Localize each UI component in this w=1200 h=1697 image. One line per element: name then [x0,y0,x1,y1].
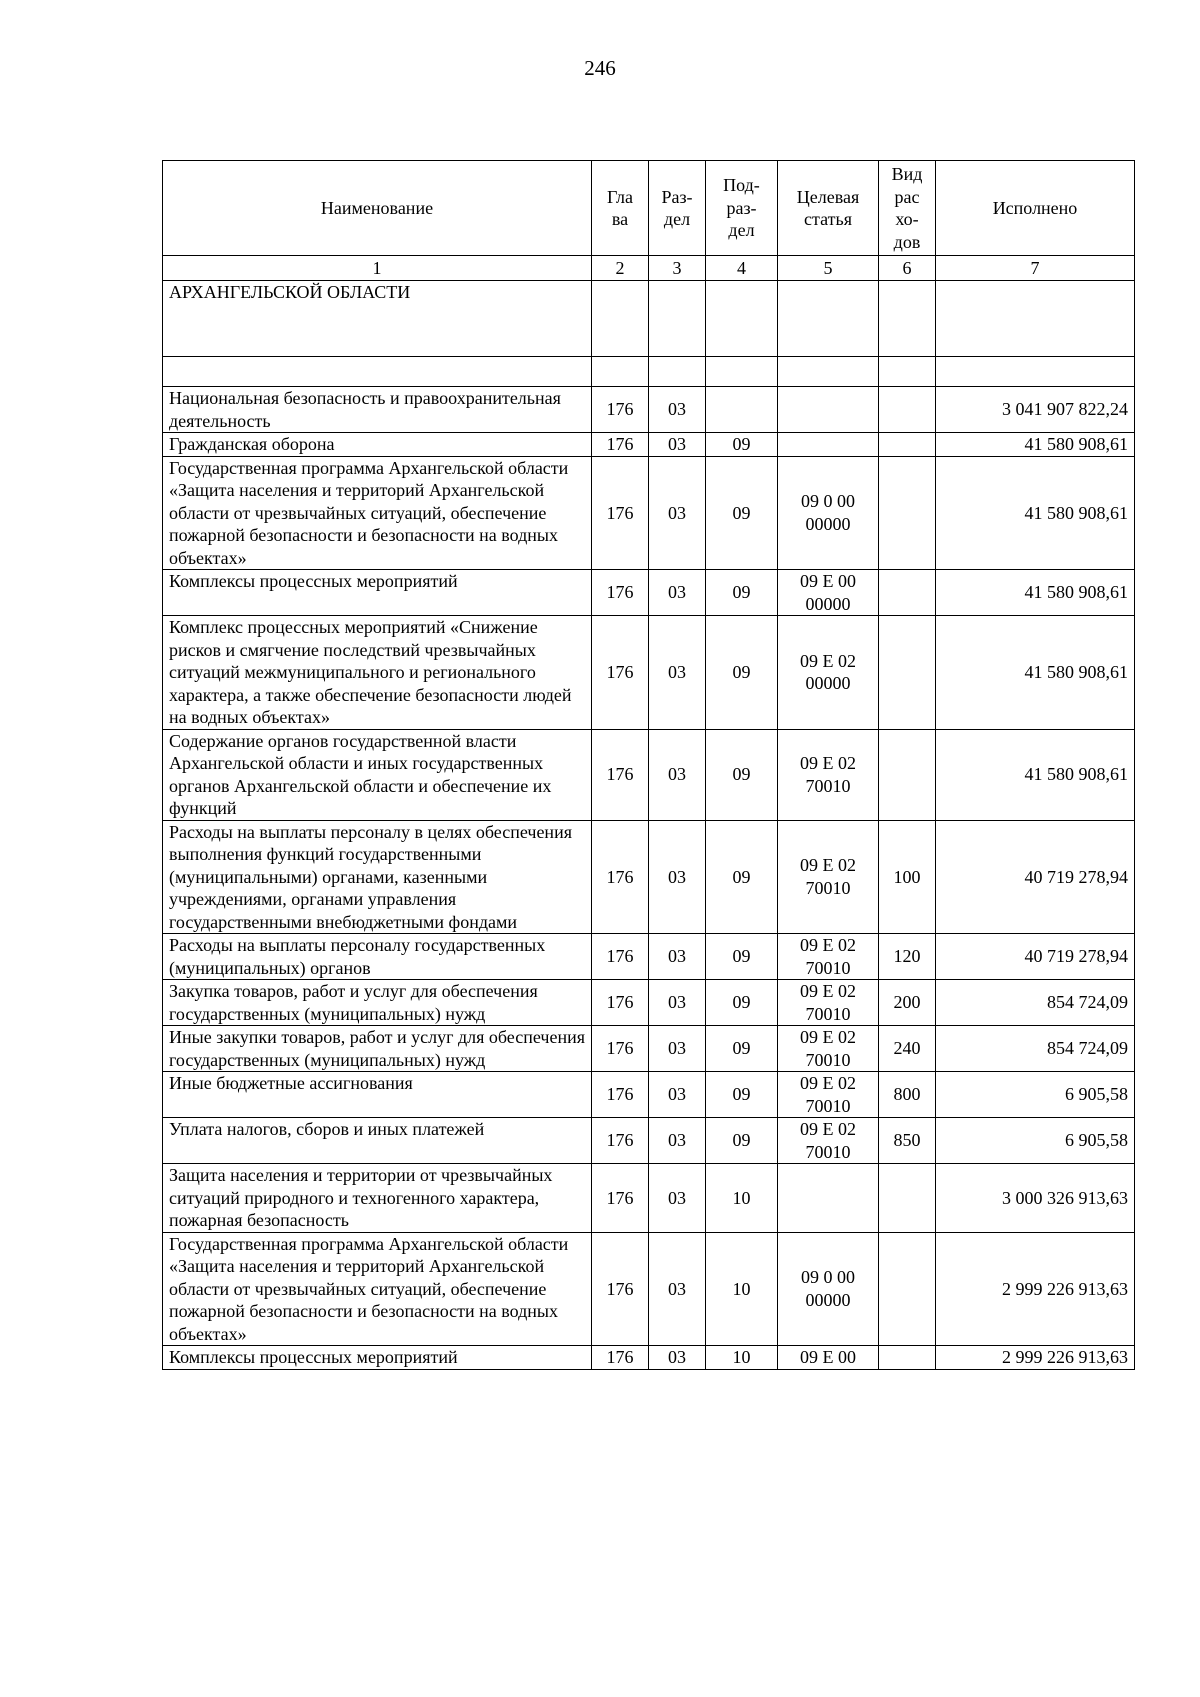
row-podrazdel: 09 [706,1118,778,1164]
column-number: 2 [592,256,649,281]
row-glava: 176 [592,820,649,934]
row-name: Иные бюджетные ассигнования [163,1072,592,1118]
row-statya: 09 Е 02 70010 [778,1118,879,1164]
row-vid [879,1232,936,1346]
table-row [163,387,1135,433]
header-glava: Гла ва [592,161,649,256]
row-podrazdel: 09 [706,456,778,570]
row-statya: 09 Е 02 70010 [778,980,879,1026]
row-razdel: 03 [649,1346,706,1370]
table-row [163,616,1135,730]
row-statya [778,433,879,457]
table-row [163,1072,1135,1118]
row-vid [879,1346,936,1370]
row-razdel: 03 [649,934,706,980]
row-podrazdel: 10 [706,1346,778,1370]
row-ispolneno: 41 580 908,61 [936,456,1135,570]
header-razdel: Раз- дел [649,161,706,256]
row-razdel: 03 [649,1164,706,1233]
row-name: Защита населения и территории от чрезвычайных ситуаций природного и техногенного характера, пожарная безопасность [163,1164,592,1233]
row-name: Национальная безопасность и правоохранительная деятельность [163,387,592,433]
table-body [163,281,1135,1370]
row-statya: 09 Е 02 70010 [778,934,879,980]
row-name: Иные закупки товаров, работ и услуг для обеспечения государственных (муниципальных) нужд [163,1026,592,1072]
row-vid [879,729,936,820]
row-ispolneno: 6 905,58 [936,1118,1135,1164]
row-podrazdel: 09 [706,570,778,616]
row-podrazdel: 09 [706,980,778,1026]
header-vid: Вид рас хо- дов [879,161,936,256]
row-ispolneno: 6 905,58 [936,1072,1135,1118]
row-ispolneno: 41 580 908,61 [936,729,1135,820]
row-podrazdel: 09 [706,1072,778,1118]
row-vid [879,1164,936,1233]
row-vid [879,433,936,457]
table-row [163,1118,1135,1164]
row-razdel: 03 [649,1118,706,1164]
row-vid: 200 [879,980,936,1026]
row-razdel: 03 [649,820,706,934]
column-number: 5 [778,256,879,281]
row-razdel: 03 [649,570,706,616]
row-ispolneno: 41 580 908,61 [936,570,1135,616]
row-name: Комплексы процессных мероприятий [163,570,592,616]
row-glava: 176 [592,1026,649,1072]
row-name: Расходы на выплаты персоналу в целях обеспечения выполнения функций государственными (муниципальными) органами, казенными учреждениями, органами управления государственными внебюджетными фондами [163,820,592,934]
row-podrazdel: 09 [706,616,778,730]
row-name: Расходы на выплаты персоналу государственных (муниципальных) органов [163,934,592,980]
table-row [163,934,1135,980]
table-row [163,1026,1135,1072]
column-number: 6 [879,256,936,281]
table-row [163,820,1135,934]
row-statya: 09 Е 02 70010 [778,1072,879,1118]
row-statya: 09 Е 00 [778,1346,879,1370]
row-podrazdel: 10 [706,1164,778,1233]
row-vid: 120 [879,934,936,980]
table-row [163,570,1135,616]
row-razdel: 03 [649,387,706,433]
section-title-row [163,281,1135,357]
header-ispolneno: Исполнено [936,161,1135,256]
row-statya: 09 Е 00 00000 [778,570,879,616]
column-number: 3 [649,256,706,281]
row-glava: 176 [592,1118,649,1164]
row-razdel: 03 [649,980,706,1026]
row-razdel: 03 [649,729,706,820]
row-name: Гражданская оборона [163,433,592,457]
row-ispolneno: 3 041 907 822,24 [936,387,1135,433]
row-razdel: 03 [649,433,706,457]
row-podrazdel: 09 [706,729,778,820]
row-statya: 09 Е 02 00000 [778,616,879,730]
row-ispolneno: 2 999 226 913,63 [936,1232,1135,1346]
row-statya: 09 0 00 00000 [778,1232,879,1346]
row-vid [879,456,936,570]
row-glava: 176 [592,456,649,570]
spacer-row [163,357,1135,387]
row-vid: 800 [879,1072,936,1118]
row-glava: 176 [592,934,649,980]
row-name: Государственная программа Архангельской области «Защита населения и территорий Архангельской области от чрезвычайных ситуаций, обеспечение пожарной безопасности и безопасности на водных объектах» [163,1232,592,1346]
row-ispolneno: 2 999 226 913,63 [936,1346,1135,1370]
row-name: Комплексы процессных мероприятий [163,1346,592,1370]
row-podrazdel: 09 [706,1026,778,1072]
row-glava: 176 [592,433,649,457]
row-razdel: 03 [649,456,706,570]
row-vid [879,616,936,730]
row-vid: 240 [879,1026,936,1072]
row-statya [778,387,879,433]
row-vid: 850 [879,1118,936,1164]
row-razdel: 03 [649,1026,706,1072]
table-row [163,456,1135,570]
row-ispolneno: 40 719 278,94 [936,820,1135,934]
row-ispolneno: 854 724,09 [936,980,1135,1026]
row-glava: 176 [592,1346,649,1370]
row-name: Содержание органов государственной власти Архангельской области и иных государственных органов Архангельской области и обеспечение их функций [163,729,592,820]
row-vid: 100 [879,820,936,934]
column-number: 1 [163,256,592,281]
column-number: 7 [936,256,1135,281]
row-vid [879,387,936,433]
budget-table [162,160,1135,1370]
row-name: Государственная программа Архангельской области «Защита населения и территорий Архангельской области от чрезвычайных ситуаций, обеспечение пожарной безопасности и безопасности на водных объектах» [163,456,592,570]
row-glava: 176 [592,616,649,730]
section-title: АРХАНГЕЛЬСКОЙ ОБЛАСТИ [163,281,592,357]
row-name: Комплекс процессных мероприятий «Снижение рисков и смягчение последствий чрезвычайных ситуаций межмуниципального и регионального характера, а также обеспечение безопасности людей на водных объектах» [163,616,592,730]
row-ispolneno: 3 000 326 913,63 [936,1164,1135,1233]
row-glava: 176 [592,387,649,433]
table-row [163,1346,1135,1370]
row-podrazdel [706,387,778,433]
header-row [163,161,1135,256]
row-statya: 09 Е 02 70010 [778,729,879,820]
header-statya: Целевая статья [778,161,879,256]
column-number: 4 [706,256,778,281]
row-statya: 09 Е 02 70010 [778,1026,879,1072]
header-name: Наименование [163,161,592,256]
row-glava: 176 [592,980,649,1026]
column-number-row [163,256,1135,281]
row-razdel: 03 [649,616,706,730]
page-number: 246 [584,56,616,80]
row-podrazdel: 09 [706,934,778,980]
row-statya: 09 0 00 00000 [778,456,879,570]
row-podrazdel: 10 [706,1232,778,1346]
row-statya: 09 Е 02 70010 [778,820,879,934]
table-row [163,729,1135,820]
row-vid [879,570,936,616]
row-name: Уплата налогов, сборов и иных платежей [163,1118,592,1164]
table-row [163,1232,1135,1346]
row-ispolneno: 854 724,09 [936,1026,1135,1072]
table-row [163,980,1135,1026]
row-podrazdel: 09 [706,820,778,934]
row-glava: 176 [592,729,649,820]
row-ispolneno: 41 580 908,61 [936,433,1135,457]
table-row [163,1164,1135,1233]
row-ispolneno: 40 719 278,94 [936,934,1135,980]
row-statya [778,1164,879,1233]
row-glava: 176 [592,1232,649,1346]
row-glava: 176 [592,570,649,616]
row-razdel: 03 [649,1072,706,1118]
row-ispolneno: 41 580 908,61 [936,616,1135,730]
row-podrazdel: 09 [706,433,778,457]
row-glava: 176 [592,1164,649,1233]
header-podrazdel: Под- раз- дел [706,161,778,256]
table-row [163,433,1135,457]
row-name: Закупка товаров, работ и услуг для обеспечения государственных (муниципальных) нужд [163,980,592,1026]
row-razdel: 03 [649,1232,706,1346]
row-glava: 176 [592,1072,649,1118]
